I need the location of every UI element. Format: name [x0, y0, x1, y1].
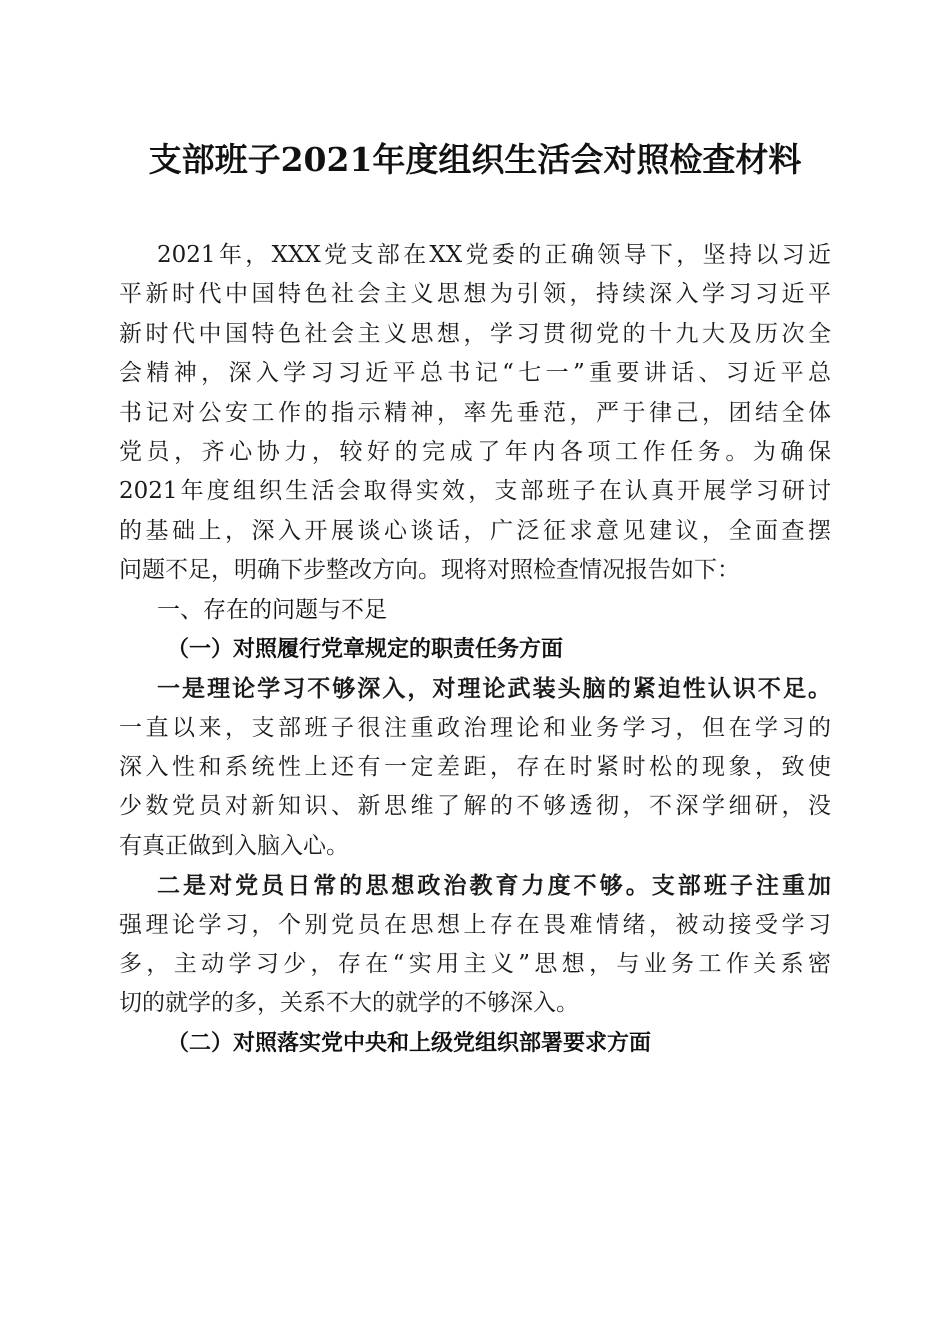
- point-line: 多，主动学习少，存在“实用主义”思想，与业务工作关系密: [119, 951, 831, 978]
- point-line: 切的就学的多，关系不大的就学的不够深入。: [119, 990, 579, 1017]
- intro-line: 平新时代中国特色社会主义思想为引领，持续深入学习习近平: [119, 281, 831, 308]
- point-paragraph-1: [119, 669, 831, 866]
- intro-line: 党员，齐心协力，较好的完成了年内各项工作任务。为确保: [119, 438, 831, 465]
- intro-line: 会精神，深入学习习近平总书记“七一”重要讲话、习近平总: [119, 360, 831, 387]
- section-heading: 一、存在的问题与不足: [157, 596, 387, 623]
- subsection-heading: （二）对照落实党中央和上级党组织部署要求方面: [167, 1029, 652, 1056]
- point-line: 有真正做到入脑入心。: [119, 832, 349, 859]
- point-line: 少数党员对新知识、新思维了解的不够透彻，不深学细研，没: [119, 793, 831, 820]
- intro-line: 问题不足，明确下步整改方向。现将对照检查情况报告如下：: [119, 557, 740, 584]
- intro-line: 2021年度组织生活会取得实效，支部班子在认真开展学习研讨: [119, 478, 831, 505]
- point-line: 强理论学习，个别党员在思想上存在畏难情绪，被动接受学习: [119, 911, 831, 938]
- intro-line: 的基础上，深入开展谈心谈话，广泛征求意见建议，全面查摆: [119, 517, 831, 544]
- intro-line: 2021年，XXX党支部在XX党委的正确领导下，坚持以习近: [157, 242, 831, 268]
- intro-line: 新时代中国特色社会主义思想，学习贯彻党的十九大及历次全: [119, 320, 831, 347]
- intro-paragraph: [119, 236, 831, 591]
- subsection-heading: （一）对照履行党章规定的职责任务方面: [167, 635, 564, 662]
- point-lead-line: 一是理论学习不够深入，对理论武装头脑的紧迫性认识不足。: [157, 675, 831, 703]
- intro-line: 书记对公安工作的指示精神，率先垂范，严于律己，团结全体: [119, 399, 831, 426]
- point-lead-line: 二是对党员日常的思想政治教育力度不够。支部班子注重加: [157, 872, 831, 900]
- document-title: 支部班子2021年度组织生活会对照检查材料: [148, 140, 802, 179]
- point-line: 深入性和系统性上还有一定差距，存在时紧时松的现象，致使: [119, 754, 831, 781]
- point-line: 一直以来，支部班子很注重政治理论和业务学习，但在学习的: [119, 714, 831, 741]
- point-paragraph-2: [119, 866, 831, 1024]
- document-body: [119, 236, 831, 1063]
